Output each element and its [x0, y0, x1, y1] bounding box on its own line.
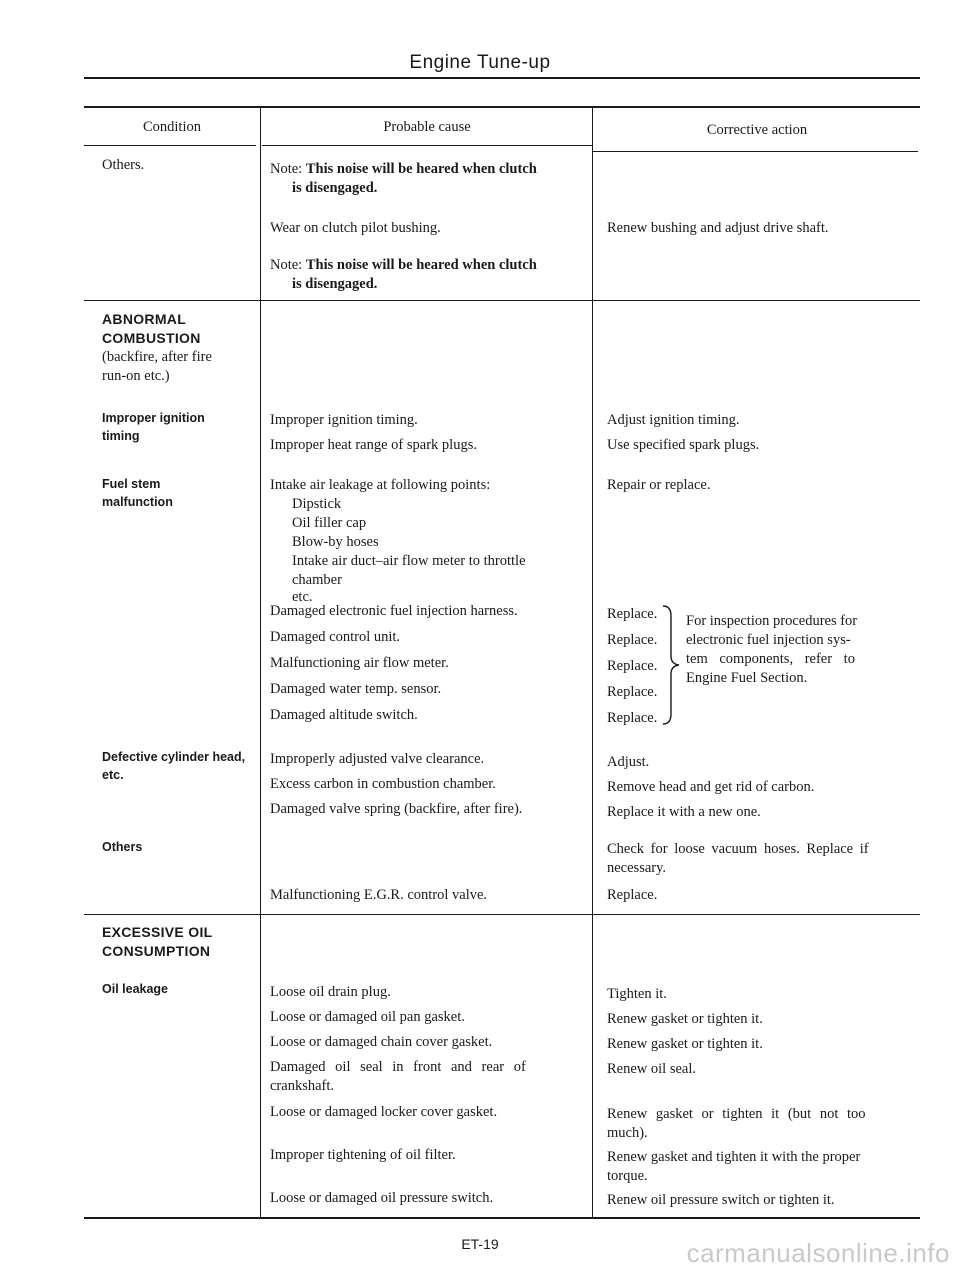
- cause-line: Damaged oil seal in front and rear of: [270, 1059, 526, 1075]
- list-item: Improperly adjusted valve clearance.: [270, 751, 485, 767]
- note-clutch-1: [270, 160, 590, 198]
- table-bottom-rule: [84, 1217, 920, 1219]
- action-line: torque.: [607, 1168, 648, 1184]
- condition-line: etc.: [102, 768, 124, 782]
- action-line: Renew gasket and tighten it with the proper: [607, 1149, 861, 1165]
- column-header-condition: Condition: [142, 119, 201, 135]
- oil-action-4: Renew oil seal.: [607, 1061, 696, 1077]
- list-item: Damaged control unit.: [270, 629, 401, 645]
- list-item: Replace.: [607, 710, 658, 726]
- header-rule: [84, 77, 920, 79]
- note-text: This noise will be heared when clutch: [305, 257, 537, 273]
- site-watermark: carmanualsonline.info: [686, 1238, 950, 1268]
- leak-point: etc.: [292, 589, 313, 605]
- condition-line: timing: [102, 429, 140, 443]
- oil-action-1: Tighten it.: [607, 986, 667, 1002]
- list-item: Damaged valve spring (backfire, after fire).: [270, 801, 523, 817]
- section-heading-excessive-oil: [102, 923, 213, 961]
- head-actions-list: [607, 753, 907, 822]
- heading-line: ABNORMAL: [102, 311, 187, 327]
- oil-action-2: Renew gasket or tighten it.: [607, 1011, 763, 1027]
- oil-cause-6: Improper tightening of oil filter.: [270, 1147, 456, 1163]
- leak-point: Dipstick: [292, 496, 342, 512]
- note-label: Note:: [270, 257, 303, 273]
- leak-points-list: [292, 495, 582, 605]
- list-item: Damaged water temp. sensor.: [270, 681, 442, 697]
- heading-line: run-on etc.): [102, 368, 170, 384]
- fuel-causes-list: [270, 602, 590, 725]
- section-rule-1: [84, 300, 920, 301]
- action-check-vacuum: [607, 840, 907, 878]
- cause-heat-range: Improper heat range of spark plugs.: [270, 437, 477, 453]
- page-title: Engine Tune-up: [409, 52, 551, 73]
- action-repair-replace: Repair or replace.: [607, 477, 711, 493]
- oil-action-6: [607, 1148, 907, 1186]
- heading-line: (backfire, after fire: [102, 349, 212, 365]
- heading-line: COMBUSTION: [102, 330, 201, 346]
- bracket-note-line: For inspection procedures for: [686, 613, 858, 629]
- list-item: Remove head and get rid of carbon.: [607, 779, 815, 795]
- curly-bracket-icon: [661, 604, 683, 726]
- section-heading-abnormal-combustion: [102, 310, 212, 386]
- leak-point: Intake air duct–air flow meter to throttle: [292, 553, 526, 569]
- column-divider-1: [260, 108, 261, 1218]
- bracket-note-line: Engine Fuel Section.: [686, 670, 808, 686]
- list-item: Replace.: [607, 684, 658, 700]
- list-item: Damaged altitude switch.: [270, 707, 418, 723]
- replace-list: [607, 605, 657, 728]
- cause-intake-leak: Intake air leakage at following points:: [270, 477, 491, 493]
- condition-line: Improper ignition: [102, 411, 205, 425]
- condition-line: Defective cylinder head,: [102, 750, 246, 764]
- column-header-action: Corrective action: [706, 122, 808, 138]
- oil-action-3: Renew gasket or tighten it.: [607, 1036, 763, 1052]
- column-head-rule-left: [84, 145, 256, 146]
- oil-action-7: Renew oil pressure switch or tighten it.: [607, 1192, 835, 1208]
- table-top-rule: [84, 106, 920, 108]
- oil-cause-5: Loose or damaged locker cover gasket.: [270, 1104, 498, 1120]
- leak-point: Oil filler cap: [292, 515, 367, 531]
- condition-others: Others.: [102, 157, 145, 173]
- head-causes-list: [270, 750, 590, 819]
- condition-oil-leakage: Oil leakage: [102, 982, 169, 996]
- action-adjust-ignition: Adjust ignition timing.: [607, 412, 740, 428]
- list-item: Replace.: [607, 632, 658, 648]
- list-item: Replace.: [607, 606, 658, 622]
- list-item: Replace.: [607, 658, 658, 674]
- note-clutch-2: [270, 256, 590, 294]
- note-text-line2: is disengaged.: [292, 276, 378, 292]
- heading-line: EXCESSIVE OIL: [102, 924, 213, 940]
- action-replace-egr: Replace.: [607, 887, 658, 903]
- action-line: Renew gasket or tighten it (but not too: [607, 1106, 866, 1122]
- bracket-note-line: electronic fuel injection sys-: [686, 632, 851, 648]
- leak-point: chamber: [292, 572, 342, 588]
- cause-egr-valve: Malfunctioning E.G.R. control valve.: [270, 887, 488, 903]
- condition-fuel-stem: [102, 475, 173, 511]
- note-text: This noise will be heared when clutch: [305, 161, 537, 177]
- note-text-line2: is disengaged.: [292, 180, 378, 196]
- note-label: Note:: [270, 161, 303, 177]
- cause-clutch-bushing: Wear on clutch pilot bushing.: [270, 220, 441, 236]
- action-spark-plugs: Use specified spark plugs.: [607, 437, 760, 453]
- oil-action-5: [607, 1105, 907, 1143]
- cause-line: crankshaft.: [270, 1078, 335, 1094]
- oil-cause-4: [270, 1058, 570, 1096]
- condition-improper-ignition: [102, 409, 205, 445]
- list-item: Adjust.: [607, 754, 650, 770]
- oil-cause-2: Loose or damaged oil pan gasket.: [270, 1009, 465, 1025]
- condition-defective-head: [102, 748, 245, 784]
- action-line: much).: [607, 1125, 648, 1141]
- column-head-rule-mid: [262, 145, 592, 146]
- action-renew-bushing: Renew bushing and adjust drive shaft.: [607, 220, 829, 236]
- bracket-note-line: tem components, refer to: [686, 651, 855, 667]
- oil-cause-7: Loose or damaged oil pressure switch.: [270, 1190, 494, 1206]
- bracket-note: [686, 612, 896, 688]
- list-item: Malfunctioning air flow meter.: [270, 655, 449, 671]
- column-divider-2: [592, 108, 593, 1218]
- list-item: Excess carbon in combustion chamber.: [270, 776, 496, 792]
- list-item: Damaged electronic fuel injection harness.: [270, 603, 518, 619]
- oil-cause-1: Loose oil drain plug.: [270, 984, 391, 1000]
- condition-line: Fuel stem: [102, 477, 161, 491]
- column-header-cause: Probable cause: [383, 119, 471, 135]
- leak-point: Blow-by hoses: [292, 534, 379, 550]
- heading-line: CONSUMPTION: [102, 943, 211, 959]
- page-number: ET-19: [461, 1236, 499, 1252]
- condition-line: malfunction: [102, 495, 173, 509]
- action-line: necessary.: [607, 860, 667, 876]
- action-line: Check for loose vacuum hoses. Replace if: [607, 841, 869, 857]
- oil-cause-3: Loose or damaged chain cover gasket.: [270, 1034, 493, 1050]
- section-rule-2: [84, 914, 920, 915]
- condition-others-bold: Others: [102, 840, 143, 854]
- cause-ignition-timing: Improper ignition timing.: [270, 412, 418, 428]
- list-item: Replace it with a new one.: [607, 804, 761, 820]
- column-head-rule-right: [592, 151, 918, 152]
